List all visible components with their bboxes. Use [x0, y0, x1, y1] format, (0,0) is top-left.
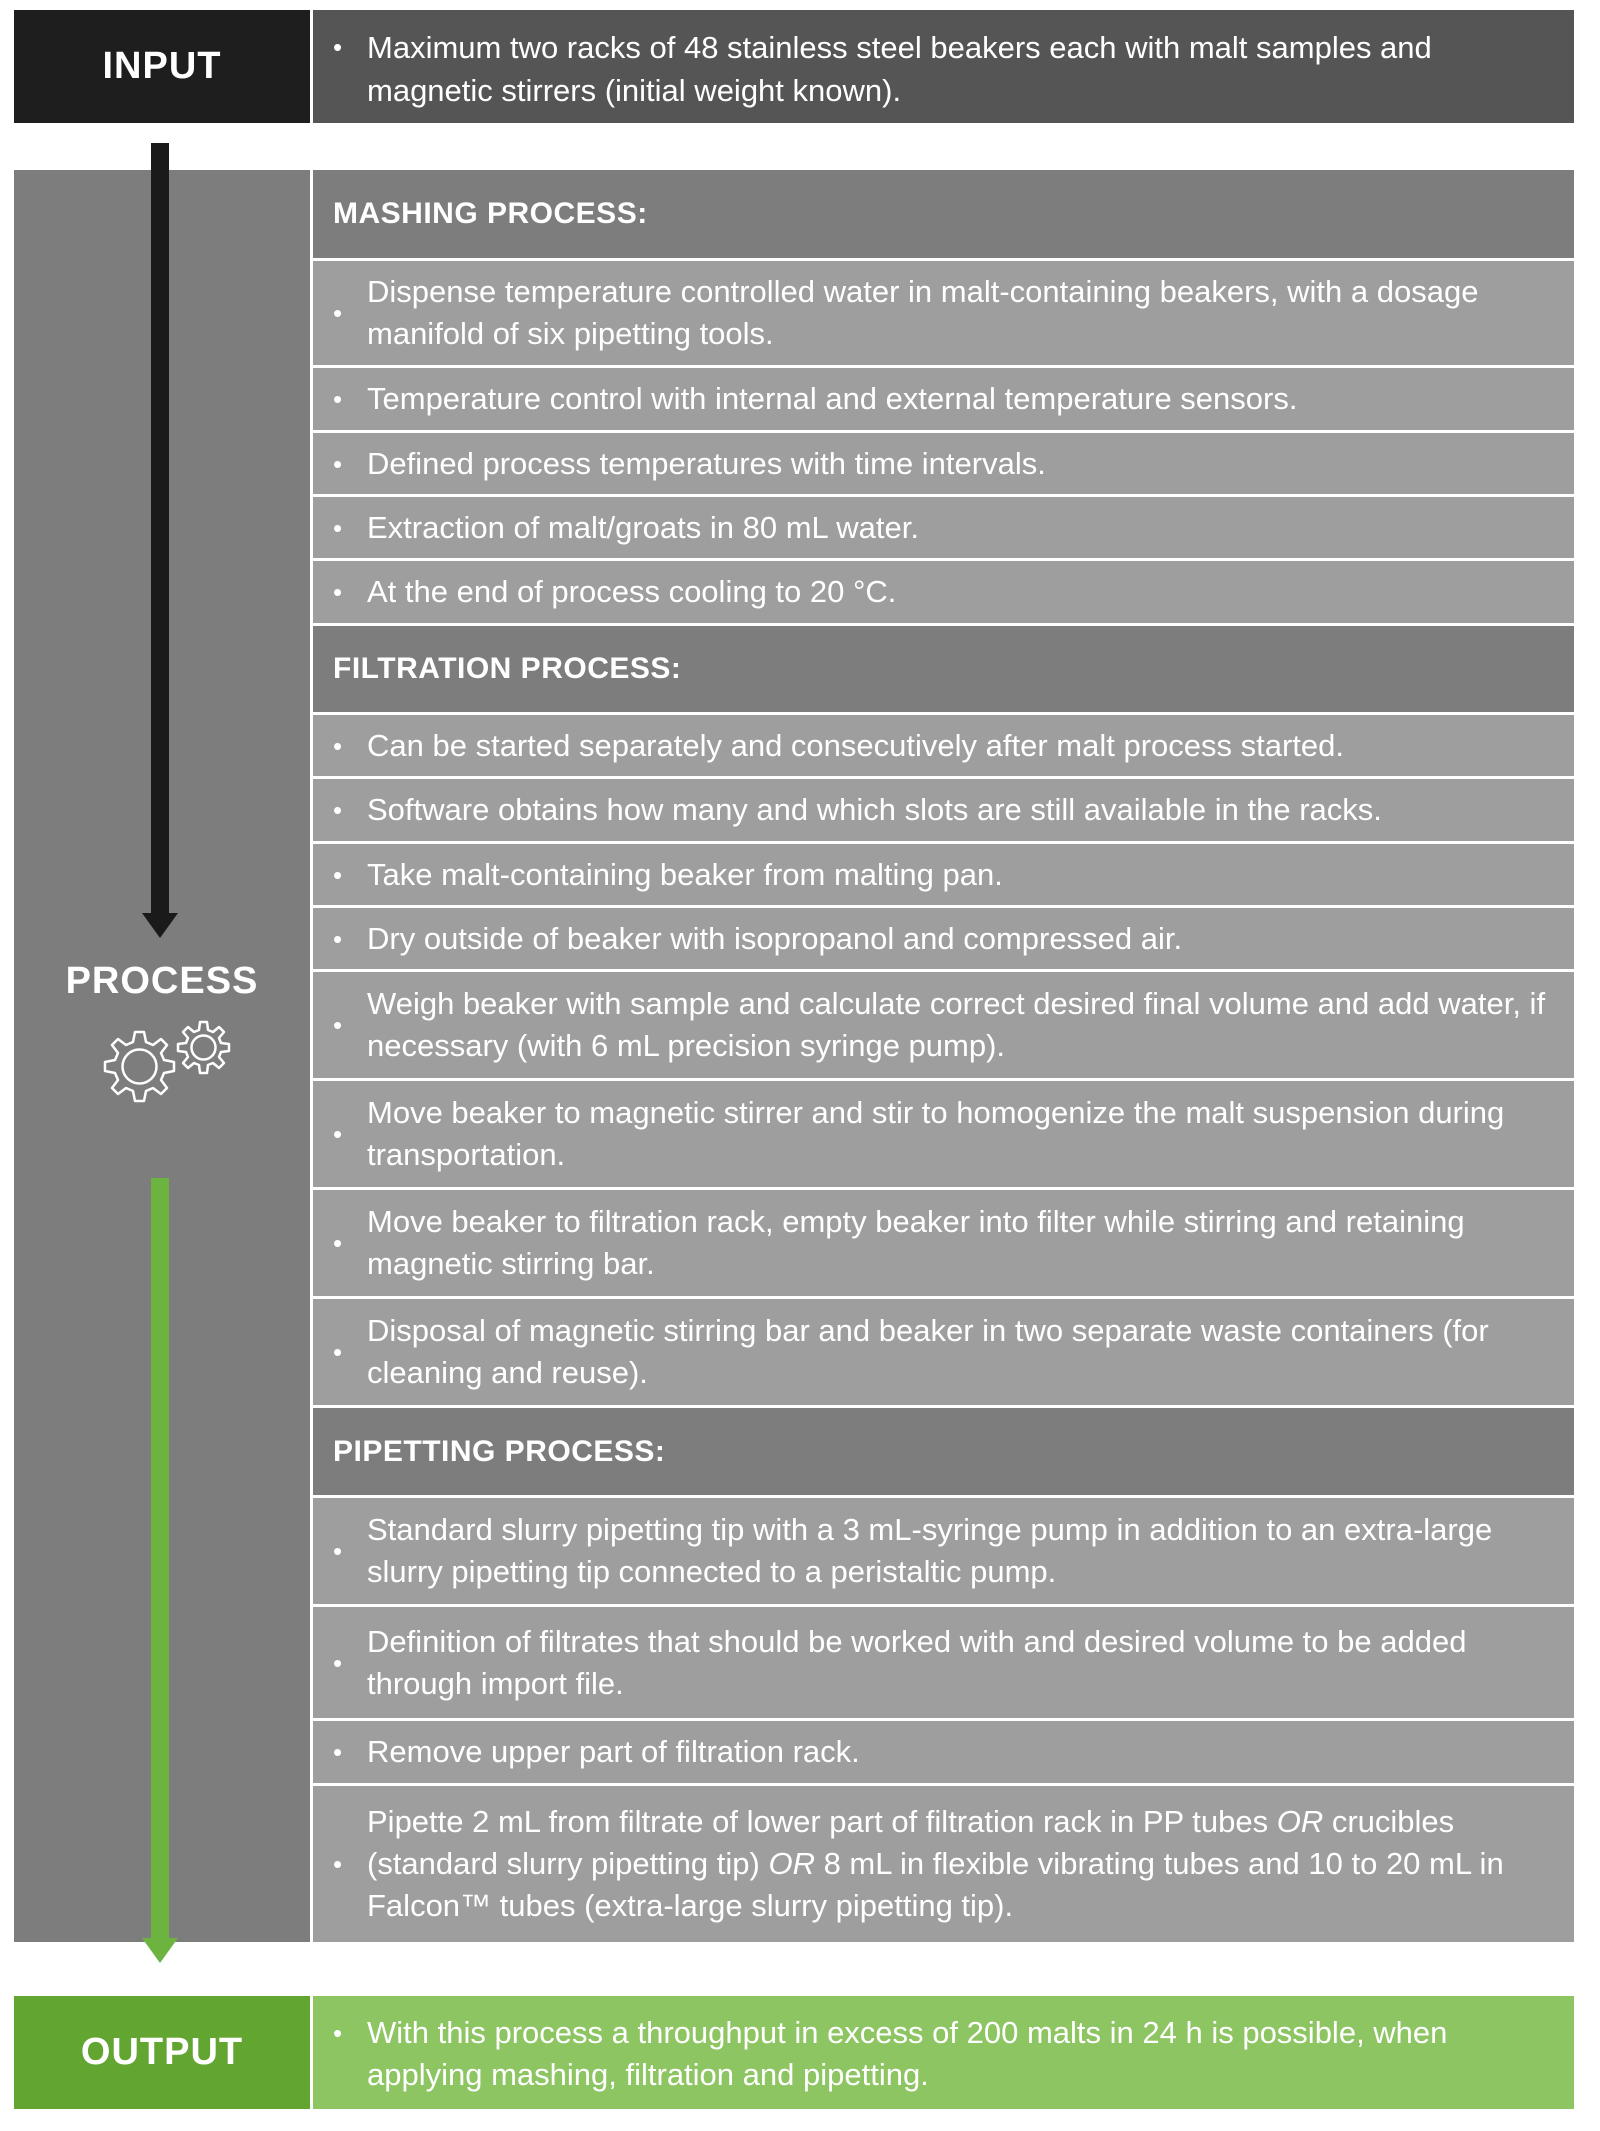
list-item: • Standard slurry pipetting tip with a 3 mL-syringe pump in addition to an extra-large slurry pipetting tip connected to a peristaltic pump. [313, 1498, 1574, 1604]
bullet-icon: • [333, 923, 343, 954]
mashing-header: MASHING PROCESS: [313, 170, 1574, 258]
down-arrow-dark-icon [140, 143, 180, 943]
input-description [313, 10, 1574, 123]
list-item: • Disposal of magnetic stirring bar and beaker in two separate waste containers (for cleaning and reuse). [313, 1299, 1574, 1405]
process-steps [313, 170, 1574, 1942]
bullet-icon: • [333, 1647, 343, 1678]
bullet-icon: • [333, 859, 343, 890]
bullet-icon: • [333, 384, 343, 414]
output-description [313, 1996, 1574, 2109]
list-item: • At the end of process cooling to 20 °C. [313, 561, 1574, 623]
bullet-icon: • [333, 512, 343, 543]
bullet-icon: • [333, 298, 343, 328]
list-item: • Extraction of malt/groats in 80 mL water. [313, 497, 1574, 558]
list-item [313, 1786, 1574, 1942]
bullet-icon: • [333, 448, 343, 479]
list-item: • Definition of filtrates that should be worked with and desired volume to be added through import file. [313, 1607, 1574, 1718]
list-item: • Temperature control with internal and external temperature sensors. [313, 368, 1574, 430]
output-text: With this process a throughput in excess of 200 malts in 24 h is possible, when applying mashing, filtration and pipetting. [367, 2015, 1448, 2092]
bullet-icon: • [333, 2018, 343, 2048]
bullet-icon: • [333, 1228, 343, 1258]
bullet-icon: • [333, 1737, 343, 1767]
list-item: • Take malt-containing beaker from malting pan. [313, 844, 1574, 905]
bullet-icon: • [333, 1119, 343, 1149]
list-item: • Remove upper part of filtration rack. [313, 1721, 1574, 1783]
pipetting-header: PIPETTING PROCESS: [313, 1408, 1574, 1495]
list-item: • Software obtains how many and which slots are still available in the racks. [313, 779, 1574, 841]
list-item: • Weigh beaker with sample and calculate correct desired final volume and add water, if necessary (with 6 mL precision syringe pump). [313, 972, 1574, 1078]
down-arrow-green-icon [140, 1178, 180, 1968]
bullet-icon: • [333, 577, 343, 607]
process-label: PROCESS [65, 960, 259, 1002]
bullet-icon: • [333, 730, 343, 761]
list-item: • Defined process temperatures with time intervals. [313, 433, 1574, 494]
list-item: • Can be started separately and consecutively after malt process started. [313, 715, 1574, 776]
filtration-header: FILTRATION PROCESS: [313, 626, 1574, 712]
list-item: • Dispense temperature controlled water in malt-containing beakers, with a dosage manifold of six pipetting tools. [313, 261, 1574, 365]
list-item: • Dry outside of beaker with isopropanol and compressed air. [313, 908, 1574, 969]
bullet-icon: • [333, 1337, 343, 1367]
bullet-icon: • [333, 1849, 343, 1879]
bullet-icon: • [333, 1010, 343, 1040]
output-label: OUTPUT [14, 1996, 310, 2109]
list-item: • Move beaker to filtration rack, empty beaker into filter while stirring and retaining magnetic stirring bar. [313, 1190, 1574, 1296]
input-label: INPUT [14, 10, 310, 123]
list-item: • Move beaker to magnetic stirrer and stir to homogenize the malt suspension during transportation. [313, 1081, 1574, 1187]
pipette-volume-text: Pipette 2 mL from filtrate of lower part of filtration rack in PP tubes OR crucibles (standard slurry pipetting tip) OR 8 mL in flexible vibrating tubes and 10 to 20 mL in Falcon™ tubes (extra-large slurry pipetting tip). [367, 1804, 1504, 1923]
bullet-icon: • [333, 32, 343, 62]
bullet-icon: • [333, 795, 343, 825]
input-text: Maximum two racks of 48 stainless steel beakers each with malt samples and magnetic stirrers (initial weight known). [367, 30, 1432, 108]
bullet-icon: • [333, 1536, 343, 1566]
gears-icon [82, 1010, 252, 1140]
